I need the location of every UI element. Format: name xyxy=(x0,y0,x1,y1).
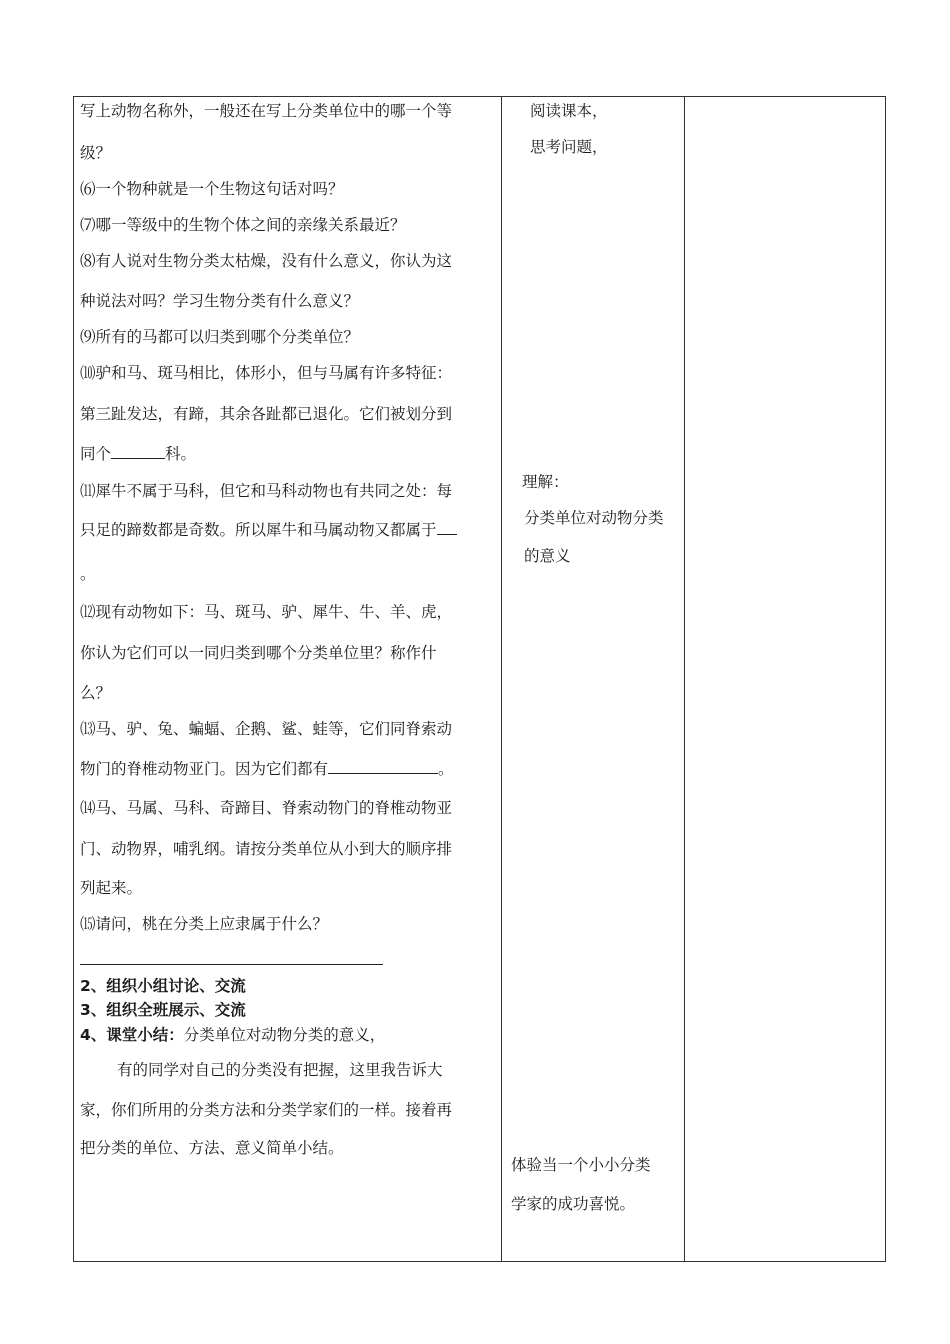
question-12-line: ⑿现有动物如下：马、斑马、驴、犀牛、牛、羊、虎， xyxy=(80,603,453,621)
summary-line: 家，你们所用的分类方法和分类学家们的一样。接着再 xyxy=(80,1101,453,1119)
question-12-line: 么？ xyxy=(80,684,112,702)
question-11-text: 只足的蹄数都是奇数。所以犀牛和马属动物又都属于 xyxy=(80,521,437,539)
fill-in-blank xyxy=(328,759,438,774)
experience-line: 学家的成功喜悦。 xyxy=(511,1195,636,1213)
question-intro-line: 级？ xyxy=(80,144,112,162)
fill-in-blank xyxy=(437,520,457,535)
step-4-text: 分类单位对动物分类的意义， xyxy=(183,1026,386,1044)
summary-line: 有的同学对自己的分类没有把握，这里我告诉大 xyxy=(117,1061,443,1079)
question-7: ⑺哪一等级中的生物个体之间的亲缘关系最近？ xyxy=(80,216,406,234)
question-11-line: 。 xyxy=(80,565,96,583)
question-15: ⒂请问，桃在分类上应隶属于什么？ xyxy=(80,915,329,933)
understand-line: 的意义 xyxy=(524,547,571,565)
question-14-line: 列起来。 xyxy=(80,879,143,897)
question-10-line xyxy=(80,442,196,464)
question-13-text: 物门的脊椎动物亚门。因为它们都有 xyxy=(80,760,329,778)
column-divider xyxy=(501,96,502,1262)
step-2: 2、组织小组讨论、交流 xyxy=(80,977,246,995)
question-6: ⑹一个物种就是一个生物这句话对吗？ xyxy=(80,180,344,198)
question-13-text: 。 xyxy=(438,760,454,778)
question-10-line: 第三趾发达，有蹄，其余各趾都已退化。它们被划分到 xyxy=(80,405,453,423)
question-14-line: 门、动物界，哺乳纲。请按分类单位从小到大的顺序排 xyxy=(80,840,453,858)
step-4 xyxy=(80,1023,385,1045)
think-instruction: 思考问题， xyxy=(530,138,608,156)
experience-line: 体验当一个小小分类 xyxy=(511,1156,651,1174)
question-intro-line: 写上动物名称外，一般还在写上分类单位中的哪一个等 xyxy=(80,102,453,120)
question-12-line: 你认为它们可以一同归类到哪个分类单位里？称作什 xyxy=(80,644,437,662)
question-10-text: 同个 xyxy=(80,445,112,463)
read-instruction: 阅读课本， xyxy=(530,102,608,120)
understand-line: 分类单位对动物分类 xyxy=(524,509,664,527)
question-9: ⑼所有的马都可以归类到哪个分类单位？ xyxy=(80,328,360,346)
column-divider xyxy=(684,96,685,1262)
summary-line: 把分类的单位、方法、意义简单小结。 xyxy=(80,1139,344,1157)
question-8-line: 种说法对吗？学习生物分类有什么意义？ xyxy=(80,292,360,310)
question-11-line xyxy=(80,518,457,540)
understand-label: 理解： xyxy=(522,473,569,491)
question-11-line: ⑾犀牛不属于马科，但它和马科动物也有共同之处：每 xyxy=(80,482,453,500)
step-4-label: 4、课堂小结： xyxy=(80,1026,184,1044)
fill-in-blank xyxy=(111,444,165,459)
question-14-line: ⒁马、马属、马科、奇蹄目、脊索动物门的脊椎动物亚 xyxy=(80,799,453,817)
question-13-line: ⒀马、驴、兔、蝙蝠、企鹅、鲨、蛙等，它们同脊索动 xyxy=(80,720,453,738)
question-10-text: 科。 xyxy=(165,445,197,463)
step-3: 3、组织全班展示、交流 xyxy=(80,1001,246,1019)
answer-line xyxy=(80,964,383,965)
question-10-line: ⑽驴和马、斑马相比，体形小，但与马属有许多特征： xyxy=(80,364,453,382)
question-8-line: ⑻有人说对生物分类太枯燥，没有什么意义，你认为这 xyxy=(80,252,453,270)
question-13-line xyxy=(80,757,454,779)
